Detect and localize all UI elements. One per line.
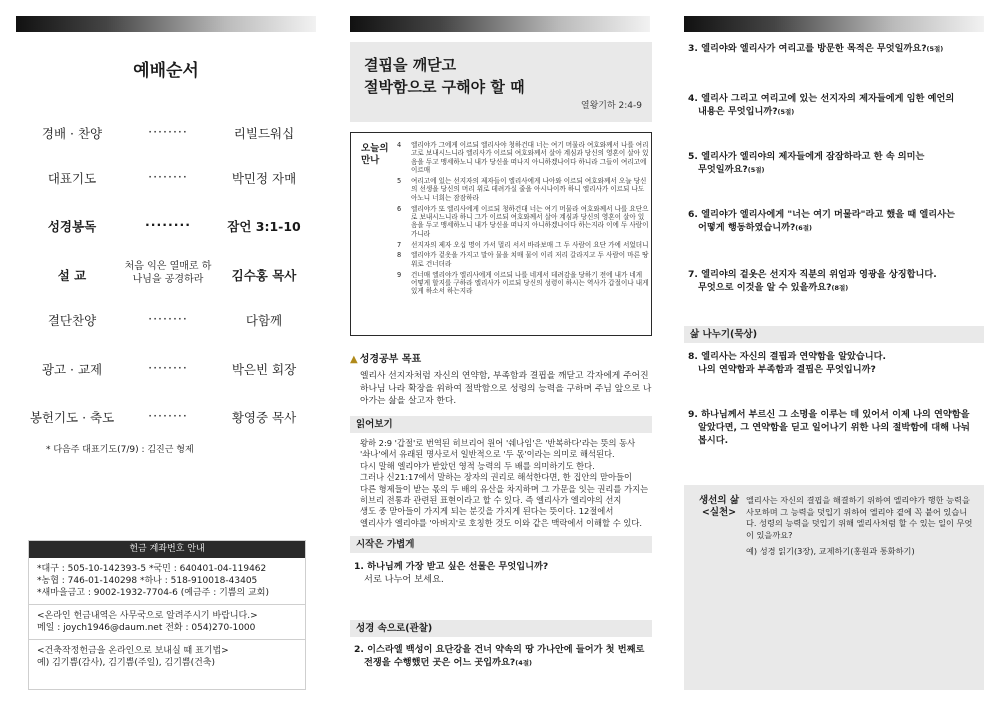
question-7-line2-wrap (688, 281, 984, 295)
verse-number: 6 (397, 204, 402, 213)
reading-body (360, 438, 650, 529)
row-person: 황영중 목사 (231, 410, 297, 425)
verse-list (397, 141, 649, 298)
bible-heading: 성경 속으로(관찰) (350, 620, 652, 637)
question-5-points: (5절) (747, 166, 765, 174)
question-7-line2: 무엇으로 이것을 알 수 있을까요? (698, 282, 832, 293)
worship-row-announcements (16, 354, 316, 384)
row-person: 다함께 (245, 313, 283, 328)
verse-item (397, 251, 649, 268)
reading-line: 히브리 전통과 관련된 표현이라고 할 수 있다. 즉 엘리사가 엘리야의 선지 (360, 495, 622, 506)
verse-text: 엘리야가 그에게 이르되 엘리사야 청하건대 너는 여기 머물라 여호와께서 나를 여리고로 보내시느니라 엘리사가 이르되 여호와께서 살아 계심과 당신의 영혼이 살아 있음을 두고 맹세하노니 내가 당신을 떠나지 아니하겠나이다 하니라 그들이 여리고에 이르매 (411, 141, 649, 175)
question-4-line1: 4. 엘리사 그리고 여리고에 있는 선지자의 제자들에게 임한 예언의 (688, 93, 955, 104)
row-person: 박은빈 회장 (231, 362, 297, 377)
building-fund-section (29, 640, 305, 674)
row-person: 김수홍 목사 (231, 268, 297, 283)
question-1 (354, 560, 650, 586)
lesson-title-line1: 결핍을 깨닫고 (364, 56, 457, 74)
account-title: 헌금 계좌번호 안내 (29, 541, 305, 558)
worship-row-praise (16, 118, 316, 148)
worship-row-offering (16, 402, 316, 432)
question-2-line1: 2. 이스라엘 백성이 요단강을 건너 약속의 땅 가나안에 들어가 첫 번째로 (354, 644, 645, 655)
question-9-line1: 9. 하나님께서 부르신 그 소명을 이루는 데 있어서 이제 나의 연약함을 (688, 409, 970, 420)
goal-heading (350, 350, 652, 365)
practice-label: 생선의 삶 <실천> (698, 495, 739, 518)
worship-row-scripture (16, 211, 316, 241)
verse-text: 엘리야가 겉옷을 가지고 말아 물을 치매 물이 이리 저리 갈라지고 두 사람이 마른 땅 위로 건너더라 (411, 251, 649, 268)
verse-number: 9 (397, 270, 402, 279)
verse-number: 4 (397, 141, 402, 149)
row-dots: ········ (148, 311, 188, 326)
reading-line: 왕하 2:9 '갑절'로 번역된 히브리어 원어 '쉐나임'은 '반복하다'라는 뜻의 동사 (360, 438, 636, 448)
question-6-line2-wrap (688, 221, 984, 235)
row-label: 대표기도 (47, 171, 97, 186)
scripture-box (350, 132, 652, 336)
reading-line: 다시 말해 엘리야가 받았던 영적 능력의 두 배를 의미하기도 한다. (360, 460, 595, 471)
row-dots: ········ (148, 360, 188, 375)
question-3-points: (5절) (926, 45, 944, 53)
question-6-line1: 6. 엘리야가 엘리사에게 "너는 여기 머물라"라고 했을 때 엘리사는 (688, 209, 955, 220)
verse-number: 5 (397, 177, 402, 186)
question-3-line1: 3. 엘리야와 엘리사가 여리고를 방문한 목적은 무엇일까요? (688, 43, 927, 54)
questions-column (684, 0, 984, 707)
verse-item (397, 141, 649, 175)
worship-row-prayer (16, 163, 316, 193)
goal-title: 성경공부 목표 (359, 354, 422, 365)
verse-item (397, 241, 649, 249)
worship-column (16, 0, 316, 707)
verse-item (397, 205, 649, 239)
question-8-line1: 8. 엘리사는 자신의 결핍과 연약함을 알았습니다. (688, 351, 886, 362)
question-2-points: (4절) (515, 659, 533, 667)
question-4-line2-wrap (688, 105, 984, 119)
question-1-line1: 1. 하나님께 가장 받고 싶은 선물은 무엇입니까? (354, 561, 549, 572)
verse-number: 8 (397, 251, 402, 260)
goal-text: 엘리사 선지자처럼 자신의 연약함, 부족함과 결핍을 깨닫고 각자에게 주어진 하나님 나라 확장을 위하여 절박함으로 성령의 능력을 구하며 주님 앞으로 나아가는 삶을 살고자 한다. (360, 371, 652, 407)
building-fund-example: 예) 김기쁨(감사), 김기쁨(주일), 김기쁨(건축) (37, 658, 215, 668)
question-5-line2-wrap (688, 163, 984, 177)
question-9-line3: 봅시다. (698, 435, 729, 446)
row-dots: ········ (148, 408, 188, 423)
question-5 (688, 150, 984, 177)
row-label: 광고 · 교제 (41, 362, 103, 377)
account-line: *농협 : 746-01-140298 *하나 : 518-910018-43405 (37, 576, 258, 586)
practice-example: 예) 성경 읽기(3장), 교제하기(홍원과 통화하기) (746, 546, 915, 556)
question-9-line2: 알았다면, 그 연약함을 딛고 일어나기 위한 나의 절박함에 대해 나눠 (698, 422, 970, 433)
contact-info: 메일 : joych1946@daum.net 전화 : 054)270-1000 (37, 623, 256, 633)
question-4 (688, 92, 984, 119)
row-label: 설 교 (57, 268, 87, 283)
practice-box (684, 485, 984, 690)
question-4-points: (5절) (777, 108, 795, 116)
row-dots: ········ (145, 217, 191, 232)
warmup-heading: 시작은 가볍게 (350, 536, 652, 553)
worship-row-sermon (16, 260, 316, 290)
row-label: 성경봉독 (47, 219, 97, 234)
question-5-line2: 무엇일까요? (698, 164, 748, 175)
question-7-line1: 7. 엘리야의 겉옷은 선지자 직분의 위엄과 영광을 상징합니다. (688, 269, 937, 280)
account-line: *새마을금고 : 9002-1932-7704-6 (예금주 : 기쁨의 교회) (37, 588, 269, 598)
life-sharing-heading: 삶 나누기(묵상) (684, 326, 984, 343)
verse-item (397, 271, 649, 296)
question-4-line2: 내용은 무엇입니까? (698, 106, 778, 117)
question-6-points: (6절) (795, 224, 813, 232)
scripture-reference: 열왕기하 2:4-9 (580, 101, 642, 111)
worship-row-response (16, 305, 316, 335)
next-prayer-note: * 다음주 대표기도(7/9) : 김진근 형제 (46, 445, 194, 455)
verse-text: 건너매 엘리야가 엘리사에게 이르되 나를 네게서 데려감을 당하기 전에 내가 네게 어떻게 할지를 구하라 엘리사가 이르되 당신의 성령이 하시는 역사가 갑절이나 내게 있게 하소서 하는지라 (411, 270, 649, 296)
row-label: 결단찬양 (47, 313, 97, 328)
verse-item (397, 177, 649, 202)
lesson-column (346, 0, 650, 707)
row-person: 리빌드워십 (233, 126, 295, 141)
question-9 (688, 408, 984, 447)
row-dots: ········ (148, 124, 188, 139)
verse-text: 여리고에 있는 선지자의 제자들이 엘리사에게 나아와 이르되 여호와께서 오늘 당신의 선생을 당신의 머리 위로 데려가실 줄을 아시나이까 하니 엘리사가 이르되 나도 아노니 너희는 잠잠하라 (411, 177, 647, 202)
account-line: *대구 : 505-10-142393-5 *국민 : 640401-04-119462 (37, 564, 267, 574)
offering-account-box (28, 540, 306, 690)
row-label: 경배 · 찬양 (41, 126, 103, 141)
question-6-line2: 어떻게 행동하였습니까? (698, 222, 796, 233)
question-7 (688, 268, 984, 295)
reading-line: 다른 형제들이 받는 몫의 두 배의 유산을 차지하며 그 가문을 잇는 권리를 가지는 (360, 483, 649, 494)
study-goal (350, 350, 652, 408)
reading-heading: 읽어보기 (350, 416, 652, 433)
reading-line: 생도 중 맏아들이 가지게 되는 분깃을 가지게 된다는 뜻이다. 12절에서 (360, 506, 614, 517)
today-word-label: 오늘의 만나 (361, 143, 389, 166)
sermon-title: 처음 익은 열매로 하나님을 공경하라 (124, 261, 212, 285)
row-person: 잠언 3:1-10 (227, 219, 301, 234)
verse-text: 선지자의 제자 오십 명이 가서 멀리 서서 바라보매 그 두 사람이 요단 가에 서었더니 (411, 240, 649, 249)
question-8 (688, 350, 984, 376)
online-notice: <온라인 헌금내역은 사무국으로 알려주시기 바랍니다.> (37, 611, 258, 621)
verse-number: 7 (397, 240, 402, 249)
leaf-icon: ▲ (350, 354, 358, 365)
row-person: 박민정 자매 (231, 171, 297, 186)
row-dots: ········ (148, 169, 188, 184)
question-1-line2: 서로 나누어 보세요. (364, 574, 444, 585)
question-7-points: (8절) (831, 284, 849, 292)
question-5-line1: 5. 엘리사가 엘리야의 제자들에게 잠잠하라고 한 속 의미는 (688, 151, 925, 162)
building-fund-title: <건축작정헌금을 온라인으로 보내실 때 표기법> (37, 646, 229, 656)
question-2-line2: 전쟁을 수행했던 곳은 어느 곳입까요? (364, 657, 516, 668)
question-3 (688, 42, 984, 56)
account-list (29, 558, 305, 605)
question-2 (354, 643, 654, 670)
reading-line: 그러나 신21:17에서 말하는 장자의 권리로 해석한다면, 한 집안의 맏아들이 (360, 472, 633, 483)
question-6 (688, 208, 984, 235)
question-8-line2: 나의 연약함과 부족함과 결핍은 무엇입니까? (698, 364, 876, 375)
question-2-line2-wrap (354, 656, 654, 670)
reading-line: 엘리사가 엘리야를 '아버지'로 호칭한 것도 이와 같은 맥락에서 이해할 수 있다. (360, 517, 643, 528)
reading-line: '솨나'에서 유래된 명사로서 일반적으로 '두 몫'이라는 의미로 해석된다. (360, 449, 615, 460)
row-label: 봉헌기도 · 축도 (29, 410, 115, 425)
worship-title: 예배순서 (133, 61, 199, 81)
practice-text: 엘리사는 자신의 결핍을 해결하기 위하여 엘리야가 행한 능력을 사모하며 그 능력을 덧입기 위하여 엘리야 곁에 꼭 붙어 있습니다. 성령의 능력을 덧입기 위해 엘리사처럼 할 수 있는 일이 무엇이 있을까요? (746, 495, 973, 540)
lesson-title-box (350, 42, 652, 122)
verse-text: 엘리야가 또 엘리사에게 이르되 청하건대 너는 여기 머물라 여호와께서 나를 요단으로 보내시느니라 하니 그가 이르되 여호와께서 살아 계심과 당신의 영혼이 살아 있음을 두고 맹세하노니 내가 당신을 떠나지 아니하겠나이다 하는지라 이에 두 사람이 가니라 (411, 204, 649, 238)
online-notice-section (29, 605, 305, 640)
lesson-title-line2: 절박함으로 구해야 할 때 (364, 78, 525, 96)
